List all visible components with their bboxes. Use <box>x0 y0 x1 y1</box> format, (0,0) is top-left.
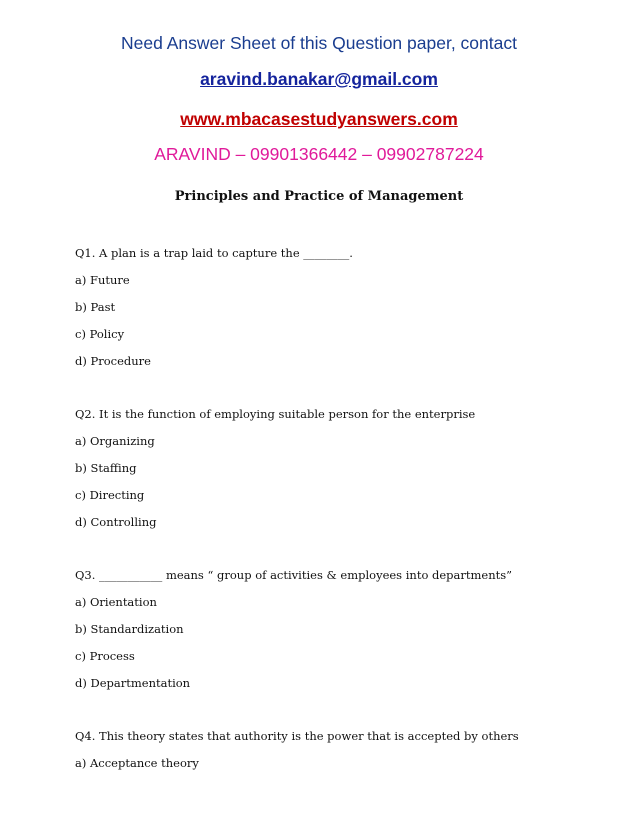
question-1-option-b: b) Past <box>75 300 116 314</box>
question-4-option-a: a) Acceptance theory <box>75 756 199 770</box>
question-3-option-b: b) Standardization <box>75 622 184 636</box>
question-2-option-d: d) Controlling <box>75 515 157 529</box>
question-2-text: Q2. It is the function of employing suitable person for the enterprise <box>75 407 476 421</box>
header-phone-line: ARAVIND – 09901366442 – 09902787224 <box>154 144 484 164</box>
header-website-link[interactable]: www.mbacasestudyanswers.com <box>180 109 458 129</box>
question-4-text: Q4. This theory states that authority is the power that is accepted by others <box>75 729 519 743</box>
question-3-text: Q3. ___________ means “ group of activities & employees into departments” <box>75 568 513 582</box>
question-2-option-c: c) Directing <box>75 488 145 502</box>
question-1-option-d: d) Procedure <box>75 354 151 368</box>
header-contact-line: Need Answer Sheet of this Question paper, contact <box>121 33 517 53</box>
header-email-link[interactable]: aravind.banakar@gmail.com <box>200 69 438 89</box>
question-3-option-a: a) Orientation <box>75 595 157 609</box>
question-1-option-c: c) Policy <box>75 327 125 341</box>
question-1-option-a: a) Future <box>75 273 130 287</box>
question-3-option-d: d) Departmentation <box>75 676 191 690</box>
question-2-option-a: a) Organizing <box>75 434 155 448</box>
question-2-option-b: b) Staffing <box>75 461 137 475</box>
question-3-option-c: c) Process <box>75 649 135 663</box>
document-title: Principles and Practice of Management <box>174 189 464 204</box>
question-1-text: Q1. A plan is a trap laid to capture the ________. <box>75 246 353 260</box>
